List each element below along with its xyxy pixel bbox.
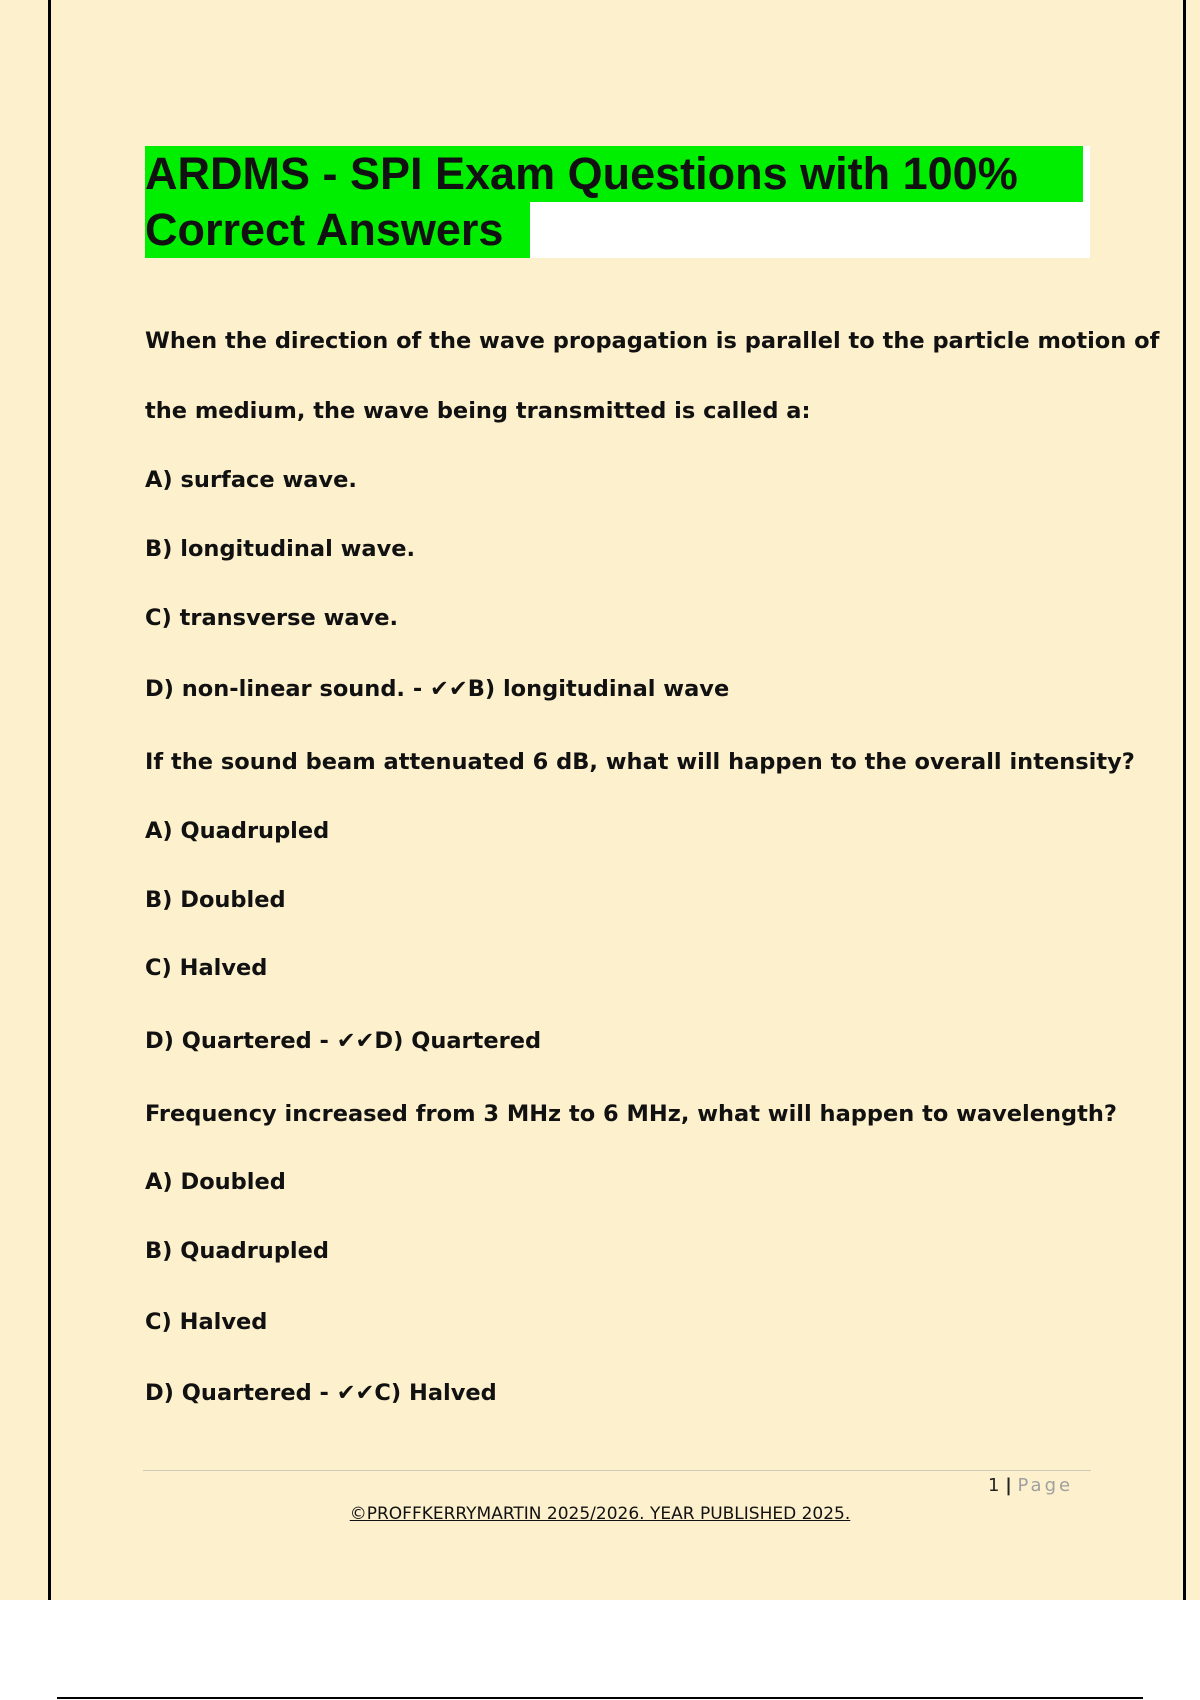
question-1-option-b: B) longitudinal wave. (145, 536, 416, 562)
right-border-rule (1183, 0, 1186, 1600)
page-number-value: 1 (988, 1475, 1000, 1496)
question-3-option-c: C) Halved (145, 1309, 268, 1335)
page-number-separator: | (1005, 1475, 1012, 1496)
footer-divider (143, 1470, 1091, 1471)
question-3-option-b: B) Quadrupled (145, 1238, 329, 1264)
question-3-option-d-answer: D) Quartered - ✔✔C) Halved (145, 1380, 497, 1406)
question-2-option-d-answer: D) Quartered - ✔✔D) Quartered (145, 1028, 542, 1054)
question-2-prompt: If the sound beam attenuated 6 dB, what will happen to the overall intensity? (145, 749, 1135, 775)
question-3-option-a: A) Doubled (145, 1169, 286, 1195)
page-label: Page (1017, 1475, 1074, 1496)
document-title-line-1: ARDMS - SPI Exam Questions with 100% (145, 146, 1083, 202)
question-3-prompt: Frequency increased from 3 MHz to 6 MHz, what will happen to wavelength? (145, 1101, 1117, 1127)
bottom-edge-rule (57, 1697, 1143, 1699)
question-1-prompt-line-2: the medium, the wave being transmitted is called a: (145, 398, 811, 424)
question-1-option-a: A) surface wave. (145, 467, 357, 493)
copyright-notice: ©PROFFKERRYMARTIN 2025/2026. YEAR PUBLISHED 2025. (349, 1504, 851, 1524)
left-border-rule (48, 0, 51, 1600)
question-2-option-a: A) Quadrupled (145, 818, 330, 844)
question-1-prompt-line-1: When the direction of the wave propagation is parallel to the particle motion of (145, 328, 1160, 354)
question-2-option-b: B) Doubled (145, 887, 286, 913)
page-number (988, 1475, 1073, 1496)
question-1-option-d-answer: D) non-linear sound. - ✔✔B) longitudinal wave (145, 676, 730, 702)
question-1-option-c: C) transverse wave. (145, 605, 399, 631)
document-title-line-2: Correct Answers (145, 202, 530, 258)
question-2-option-c: C) Halved (145, 955, 268, 981)
